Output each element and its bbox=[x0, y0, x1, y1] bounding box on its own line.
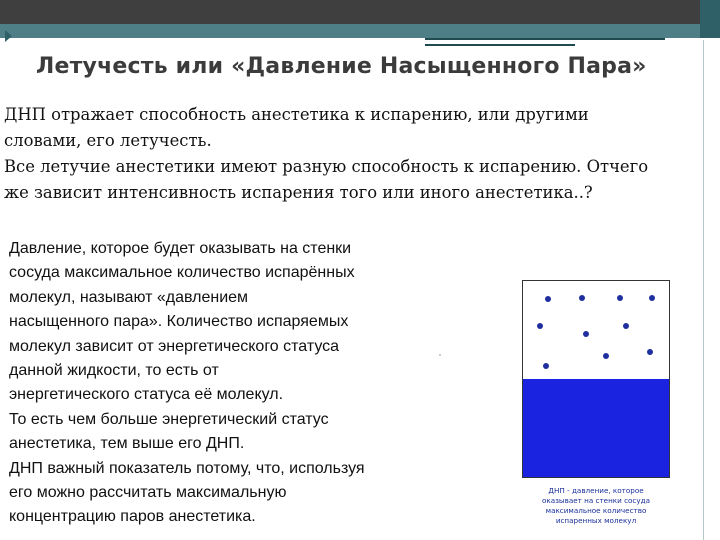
vapor-pressure-diagram bbox=[522, 280, 670, 478]
vapor-molecule bbox=[579, 295, 585, 301]
stray-dot bbox=[439, 354, 441, 356]
body-line: ДНП важный показатель потому, что, используя bbox=[9, 459, 365, 477]
body-line: данной жидкости, то есть от bbox=[9, 362, 219, 380]
vapor-molecule bbox=[603, 353, 609, 359]
caption-line: максимальное количество bbox=[545, 506, 647, 515]
body-line: сосуда максимальное количество испарённых bbox=[9, 264, 355, 282]
body-paragraph bbox=[9, 237, 429, 530]
caption-line: ДНП - давление, которое bbox=[548, 486, 644, 495]
body-line: анестетика, тем выше его ДНП. bbox=[9, 435, 245, 453]
header-band-secondary bbox=[0, 24, 720, 38]
body-line: насыщенного пара». Количество испаряемых bbox=[9, 313, 349, 331]
intro-line: ДНП отражает способность анестетика к испарению, или другими bbox=[4, 105, 589, 124]
body-line: То есть чем больше энергетический статус bbox=[9, 410, 329, 428]
intro-line: же зависит интенсивность испарения того или иного анестетика..? bbox=[4, 183, 593, 202]
slide-title: Летучесть или «Давление Насыщенного Пара» bbox=[36, 54, 647, 79]
body-line: энергетического статуса её молекул. bbox=[9, 386, 284, 404]
header-band-corner bbox=[700, 0, 720, 38]
slide-corner-marker bbox=[5, 30, 12, 42]
title-accent-line-short bbox=[425, 44, 575, 46]
caption-line: оказывает на стенки сосуда bbox=[541, 496, 651, 505]
vapor-molecule bbox=[617, 295, 623, 301]
body-line: молекул зависит от энергетического статуса bbox=[9, 337, 340, 355]
body-line: Давление, которое будет оказывать на стенки bbox=[9, 240, 352, 257]
vapor-molecule bbox=[545, 296, 551, 302]
body-line: молекул, называют «давлением bbox=[9, 288, 249, 306]
vapor-molecule bbox=[647, 349, 653, 355]
caption-line: испаренных молекул bbox=[555, 516, 637, 525]
right-divider bbox=[703, 40, 704, 540]
title-accent-line bbox=[425, 38, 665, 40]
liquid-layer bbox=[523, 379, 669, 477]
diagram-caption bbox=[522, 486, 670, 526]
body-line: концентрацию паров анестетика. bbox=[9, 508, 256, 526]
body-line: его можно рассчитать максимальную bbox=[9, 484, 287, 502]
vapor-molecule bbox=[543, 363, 549, 369]
intro-line: словами, его летучесть. bbox=[4, 131, 212, 150]
intro-line: Все летучие анестетики имеют разную способность к испарению. Отчего bbox=[4, 157, 649, 176]
vapor-molecule bbox=[649, 295, 655, 301]
vapor-molecule bbox=[583, 331, 589, 337]
intro-paragraph bbox=[4, 102, 694, 206]
header-band-dark bbox=[0, 0, 700, 24]
vapor-molecule bbox=[623, 323, 629, 329]
vapor-molecule bbox=[537, 323, 543, 329]
